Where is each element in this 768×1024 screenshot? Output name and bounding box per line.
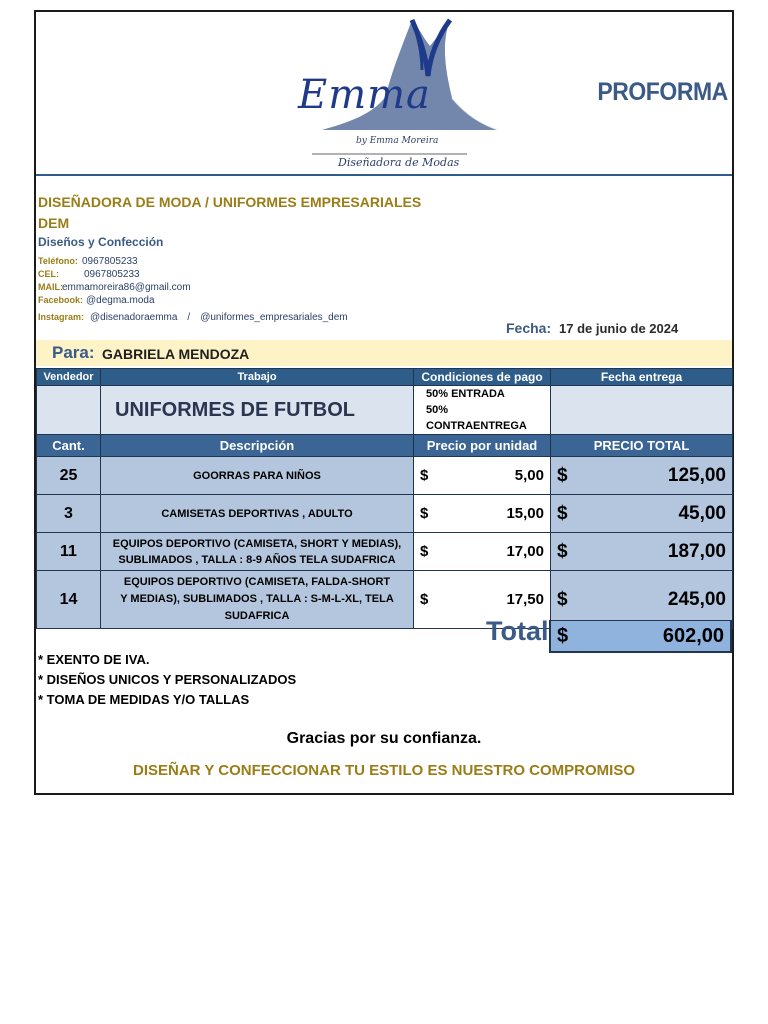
mail-value: emmamoreira86@gmail.com — [62, 282, 191, 293]
logo-subtitle: Diseñadora de Modas — [338, 156, 460, 169]
item-total-cell — [551, 457, 733, 495]
item-cant: 3 — [37, 495, 101, 533]
header-fecha-entrega: Fecha entrega — [551, 369, 733, 386]
item-total: 245,00 — [667, 588, 726, 610]
item-row — [37, 495, 733, 533]
header-vendedor: Vendedor — [37, 369, 101, 386]
total-value: 602,00 — [662, 624, 724, 647]
order-row — [37, 386, 733, 435]
item-cant: 14 — [37, 571, 101, 629]
order-fecha-entrega — [551, 386, 733, 435]
header-cant: Cant. — [37, 435, 101, 457]
notes-list — [38, 650, 296, 710]
fecha-label: Fecha: — [506, 320, 552, 336]
brand-logo — [262, 16, 502, 174]
item-precio: 15,00 — [506, 505, 544, 522]
note-item: * DISEÑOS UNICOS Y PERSONALIZADOS — [38, 672, 297, 687]
thanks-text: Gracias por su confianza. — [286, 730, 482, 747]
condicion-entrada: 50% ENTRADA — [426, 388, 505, 400]
note-item: * EXENTO DE IVA. — [38, 652, 150, 667]
facebook-value: @degma.moda — [86, 295, 155, 306]
total-currency: $ — [557, 624, 569, 647]
para-label: Para: — [52, 343, 95, 362]
facebook-label: Facebook: — [38, 295, 84, 305]
item-precio: 17,00 — [506, 543, 544, 560]
item-precio: 17,50 — [506, 591, 544, 608]
company-line-1: DISEÑADORA DE MODA / UNIFORMES EMPRESARIALES — [38, 194, 422, 210]
item-descripcion: CAMISETAS DEPORTIVAS , ADULTO — [101, 495, 414, 533]
logo-byline: by Emma Moreira — [356, 136, 439, 146]
instagram-line — [38, 307, 348, 325]
item-total-cell — [551, 533, 733, 571]
condicion-contraentrega: 50% CONTRAENTREGA — [426, 404, 527, 432]
item-descripcion: EQUIPOS DEPORTIVO (CAMISETA, SHORT Y MEDIAS), SUBLIMADOS , TALLA : 8-9 AÑOS TELA SUDAFRICA — [101, 533, 414, 571]
total-label: Total — [486, 616, 549, 646]
header-divider — [36, 174, 732, 176]
header-condiciones: Condiciones de pago — [414, 369, 551, 386]
phone-value: 0967805233 — [82, 256, 138, 267]
item-total: 45,00 — [678, 502, 726, 524]
cel-value: 0967805233 — [84, 269, 140, 280]
company-line-2: DEM — [38, 215, 70, 231]
para-band — [36, 340, 732, 366]
instagram-label: Instagram: — [38, 312, 85, 322]
currency-symbol: $ — [557, 464, 568, 486]
item-total: 187,00 — [667, 540, 726, 562]
item-row — [37, 533, 733, 571]
instagram-handle-2: @uniformes_empresariales_dem — [200, 312, 348, 323]
currency-symbol: $ — [557, 540, 568, 562]
mail-label: MAIL: — [38, 282, 63, 292]
currency-symbol: $ — [420, 591, 429, 608]
header-descripcion: Descripción — [101, 435, 414, 457]
instagram-handle-1: @disenadoraemma — [90, 312, 178, 323]
facebook-line — [38, 290, 155, 308]
item-row — [37, 457, 733, 495]
phone-label: Teléfono: — [38, 256, 78, 266]
total-box — [549, 620, 732, 653]
header-precio-unidad: Precio por unidad — [414, 435, 551, 457]
item-cant: 11 — [37, 533, 101, 571]
header-trabajo: Trabajo — [101, 369, 414, 386]
proforma-sheet — [34, 10, 734, 795]
company-tagline: Diseños y Confección — [38, 235, 164, 249]
item-descripcion: EQUIPOS DEPORTIVO (CAMISETA, FALDA-SHORT Y MEDIAS), SUBLIMADOS , TALLA : S-M-L-XL, TELA SUDAFRICA — [101, 571, 414, 629]
item-total-cell — [551, 495, 733, 533]
item-descripcion: GOORRAS PARA NIÑOS — [101, 457, 414, 495]
item-precio-cell — [414, 495, 551, 533]
fecha-value: 17 de junio de 2024 — [559, 321, 679, 336]
header-precio-total: PRECIO TOTAL — [551, 435, 733, 457]
instagram-separator: / — [187, 312, 191, 323]
currency-symbol: $ — [420, 505, 429, 522]
order-condiciones — [414, 386, 551, 435]
currency-symbol: $ — [420, 467, 429, 484]
currency-symbol: $ — [557, 502, 568, 524]
motto-text: DISEÑAR Y CONFECCIONAR TU ESTILO ES NUESTRO COMPROMISO — [133, 762, 635, 779]
items-header-row — [37, 435, 733, 457]
para-value: GABRIELA MENDOZA — [102, 346, 250, 362]
order-header-row — [37, 369, 733, 386]
fecha-field — [506, 320, 678, 336]
logo-script-text: Emma — [298, 72, 431, 118]
currency-symbol: $ — [557, 588, 568, 610]
document-title: PROFORMA — [597, 78, 728, 106]
item-precio: 5,00 — [514, 467, 544, 484]
item-precio-cell — [414, 533, 551, 571]
note-item: * TOMA DE MEDIDAS Y/O TALLAS — [38, 692, 250, 707]
cel-label: CEL: — [38, 269, 59, 279]
currency-symbol: $ — [420, 543, 429, 560]
order-vendedor — [37, 386, 101, 435]
item-total: 125,00 — [667, 464, 726, 486]
order-trabajo: UNIFORMES DE FUTBOL — [101, 386, 414, 435]
item-precio-cell — [414, 457, 551, 495]
order-table — [36, 368, 733, 629]
item-cant: 25 — [37, 457, 101, 495]
